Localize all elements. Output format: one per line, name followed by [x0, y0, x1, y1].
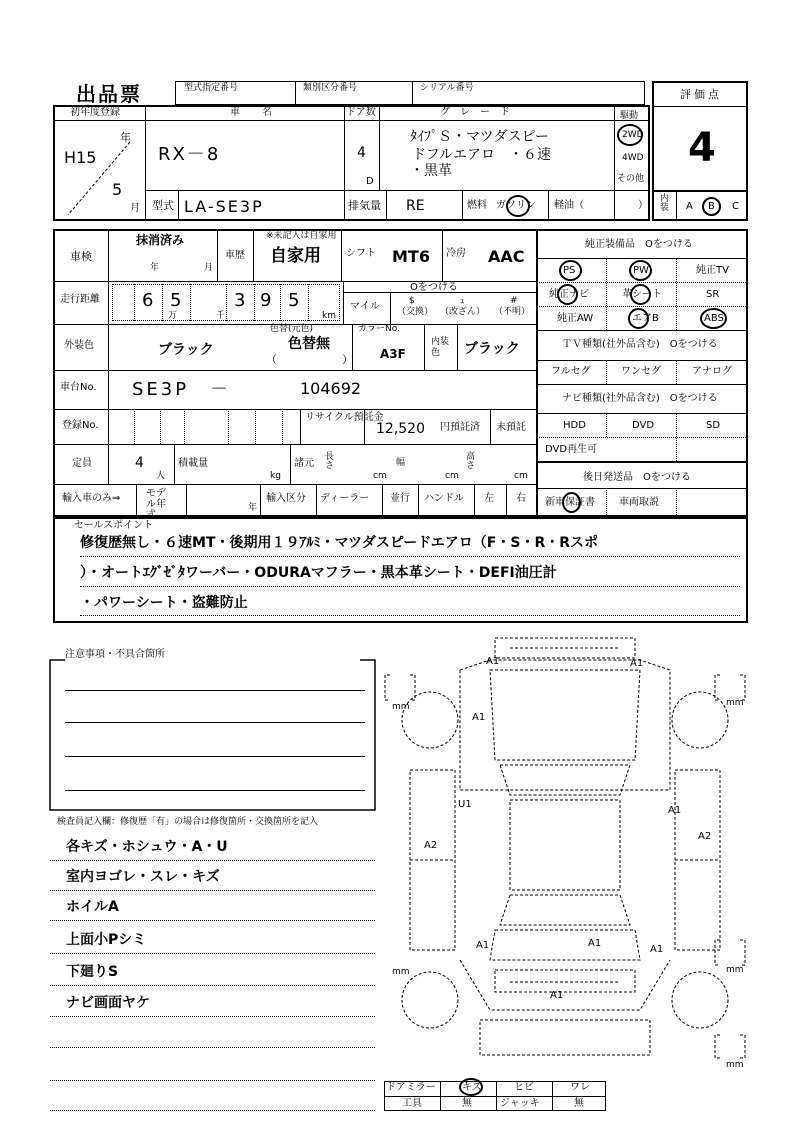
mile-label: マイル — [350, 301, 380, 312]
equip-pw: PW — [633, 265, 649, 276]
grade-line1: ﾀｲﾌﾟＳ・マツダスピー — [410, 129, 549, 145]
first-reg-month-suffix: 月 — [130, 203, 140, 214]
equip-leather-circle — [630, 284, 651, 305]
equip-sr: SR — [706, 289, 720, 300]
note-line-4: 上面小Pシミ — [66, 932, 147, 948]
doors-label: ドア数 — [346, 107, 376, 118]
interior-b-circle — [702, 197, 721, 216]
exchange-label: （交換） — [397, 307, 434, 317]
mm-front-right: mm — [726, 698, 744, 708]
fuel-gas-circle — [506, 195, 530, 217]
dealer-label: ディーラー — [320, 493, 370, 504]
equip-tv: 純正TV — [696, 265, 729, 276]
mileage-digit-2: 5 — [170, 290, 182, 311]
note-line-1: 各キズ・ホシュウ・A・U — [66, 839, 228, 855]
history-value: 自家用 — [270, 246, 321, 266]
later-manual: 車両取説 — [619, 497, 659, 508]
doors-value: 4 — [357, 145, 366, 161]
mileage-digit-3: 3 — [234, 290, 246, 311]
altered-symbol: ｪ — [460, 296, 465, 306]
diagram-mark-rear-bumper: A1 — [550, 990, 564, 1001]
recycle-unpaid: 未預託 — [496, 422, 526, 433]
note-line-5: 下廻りS — [66, 964, 119, 980]
tool-value: 無 — [462, 1098, 472, 1109]
equipment-title: 純正装備品 Oをつける — [585, 239, 693, 250]
shift-label: シフト — [346, 248, 376, 259]
displacement-label: 排気量 — [348, 199, 381, 212]
jack-value: 無 — [574, 1098, 584, 1109]
page-title: 出品票 — [76, 82, 142, 106]
diagram-mark-right-door: A1 — [668, 805, 682, 816]
note-line-6: ナビ画面ヤケ — [66, 995, 150, 1011]
score-value: 4 — [688, 125, 716, 171]
handle-label: ハンドル — [424, 493, 464, 504]
ext-color-value: ブラック — [158, 342, 214, 358]
later-warranty: 新車保証書 — [545, 497, 595, 508]
jack-label: ジャッキ — [500, 1098, 540, 1109]
displacement-value: RE — [406, 198, 425, 214]
recycle-label: リサイクル預託金 — [305, 412, 384, 423]
date-slash — [60, 140, 140, 220]
grade-line3: ・黒革 — [410, 163, 452, 179]
first-reg-month: 5 — [112, 180, 123, 199]
category-label: 類別区分番号 — [303, 83, 358, 93]
equip-aw: 純正AW — [557, 313, 594, 324]
ac-label: 冷房 — [446, 248, 466, 259]
ext-color-label: 外装色 — [64, 340, 94, 351]
interior-b: B — [708, 201, 715, 212]
height-cm: cm — [514, 471, 528, 481]
fuel-diesel: 軽油（ — [554, 200, 584, 211]
history-label: 車歴 — [225, 250, 245, 261]
equip-navi: 純正ナビ — [549, 289, 589, 300]
diagram-mark-front-right: A1 — [630, 658, 644, 669]
capacity-label: 定員 — [72, 458, 92, 469]
model-year-label: モデル年式 — [146, 488, 166, 521]
tool-label: 工具 — [402, 1098, 422, 1109]
model-year-unit: 年 — [248, 503, 258, 513]
equip-navi-circle — [557, 284, 578, 305]
recycle-value: 12,520 — [376, 421, 425, 437]
capacity-unit: 人 — [156, 471, 166, 481]
mirror-label: ドアミラー — [386, 1082, 436, 1093]
chassis-label: 車台No. — [60, 382, 97, 393]
diagram-mark-right-side: A2 — [698, 831, 712, 842]
model-value: LA-SE3P — [184, 197, 264, 216]
equip-leather: 革シート — [622, 289, 662, 300]
equip-airbag: エアB — [632, 313, 659, 324]
car-name-label: 車 名 — [230, 107, 278, 118]
model-label: 型式 — [152, 199, 174, 212]
nav-title: ナビ種類(社外品含む) Oをつける — [562, 393, 718, 404]
import-only-label: 輸入車のみ⇒ — [62, 493, 121, 504]
capacity-value: 4 — [135, 455, 144, 471]
mirror-crack: ヒビ — [514, 1082, 534, 1093]
drive-4wd: 4WD — [622, 153, 644, 163]
diagram-mark-trunk: A1 — [588, 938, 602, 949]
mileage-digit-4: 9 — [260, 290, 272, 311]
shaken-month: 月 — [204, 263, 214, 273]
first-reg-year: H15 — [64, 148, 97, 167]
fuel-close: ） — [638, 200, 648, 211]
diagram-mark-rear-left: A1 — [476, 940, 490, 951]
shaken-value: 抹消済み — [136, 233, 185, 247]
sales-line-1: 修復歴無し・６速MT・後期用１９ｱﾙﾐ・マツダスピードエアロ（F・S・R・Rスポ — [80, 535, 599, 551]
chassis-prefix: SE3P － — [132, 379, 232, 400]
mirror-scratch: キズ — [462, 1082, 482, 1093]
nav-dvd: DVD — [632, 420, 655, 431]
mileage-label: 走行距離 — [60, 294, 100, 305]
repaint-paren-close: ） — [342, 353, 353, 366]
grade-line2: ドフルエアロ ・６速 — [412, 147, 552, 163]
hash-symbol: # — [510, 296, 518, 306]
parallel-label: 並行 — [390, 493, 410, 504]
handle-right: 右 — [516, 493, 526, 504]
int-color-value: ブラック — [464, 341, 520, 357]
reg-no-label: 登録No. — [62, 420, 99, 431]
tv-title: ＴＶ種類(社外品含む) Oをつける — [562, 339, 718, 350]
ac-value: AAC — [488, 247, 525, 266]
interior-a: A — [686, 201, 693, 212]
length-cm: cm — [373, 471, 387, 481]
sales-point-label: セールスポイント — [74, 520, 154, 531]
altered-label: （改ざん） — [440, 307, 486, 317]
tv-oneseg: ワンセグ — [621, 366, 661, 377]
car-name: RX－8 — [158, 144, 221, 165]
handle-left: 左 — [484, 493, 494, 504]
drive-other: その他 — [617, 174, 645, 184]
mileage-digit-1: 6 — [142, 290, 154, 311]
man-label: 万 — [168, 311, 178, 321]
first-reg-label: 初年度登録 — [70, 107, 120, 118]
repaint-paren-open: （ — [266, 353, 277, 366]
tv-fullseg: フルセグ — [551, 366, 591, 377]
km-label: km — [322, 311, 336, 321]
tv-analog: アナログ — [692, 366, 732, 377]
fuel-gas: ガソリン — [496, 200, 536, 211]
equip-pw-circle — [629, 260, 652, 281]
mm-front-left: mm — [392, 702, 410, 712]
nav-dvd-play: DVD再生可 — [545, 444, 598, 455]
load-label: 積載量 — [178, 458, 208, 469]
diagram-mark-roof: U1 — [458, 799, 472, 810]
o-wo-tsukeru: Oをつける — [410, 282, 458, 293]
nav-sd: SD — [706, 420, 721, 431]
repaint-value: 色替無 — [288, 336, 330, 352]
mm-rear-left: mm — [392, 967, 410, 977]
doors-suffix: D — [366, 176, 374, 187]
equip-abs-circle — [700, 308, 727, 329]
fuel-label: 燃料 — [467, 200, 487, 211]
sales-line-3: ・パワーシート・盗難防止 — [80, 595, 248, 611]
notes-label: 注意事項・不具合箇所 — [65, 649, 165, 660]
equip-ps-circle — [559, 260, 582, 281]
interior-c: C — [732, 201, 739, 212]
color-no-value: A3F — [380, 347, 406, 361]
note-line-3: ホイルA — [66, 899, 119, 915]
equip-abs: ABS — [704, 313, 724, 324]
drive-label: 駆動 — [620, 111, 639, 121]
mileage-digit-5: 5 — [288, 290, 300, 311]
int-color-label: 内装色 — [431, 337, 450, 358]
serial-label: シリアル番号 — [420, 83, 474, 93]
mirror-scratch-circle — [459, 1078, 483, 1096]
note-line-2: 室内ヨゴレ・スレ・キズ — [66, 869, 220, 885]
width-label: 幅 — [396, 458, 406, 468]
dollar-symbol: $ — [409, 296, 415, 306]
diagram-mark-left-side: A2 — [424, 840, 438, 851]
dim-label: 諸元 — [294, 458, 314, 469]
score-label: 評価点 — [680, 88, 722, 101]
first-reg-year-suffix: 年 — [120, 131, 131, 144]
diagram-mark-hood: A1 — [472, 712, 486, 723]
header-codes-row — [175, 81, 645, 105]
recycle-unit: 円預託済 — [440, 422, 480, 433]
shift-value: MT6 — [392, 247, 430, 266]
drive-2wd: 2WD — [622, 130, 644, 140]
import-type-label: 輸入区分 — [266, 493, 306, 504]
repaint-label: 色替(元色) — [270, 324, 314, 334]
history-note: ※未記入は自家用 — [266, 231, 337, 241]
shaken-label: 車検 — [70, 250, 92, 263]
equip-ps: PS — [563, 265, 576, 276]
height-label: 高さ — [466, 452, 476, 471]
later-warranty-circle — [562, 492, 581, 513]
notes-bracket — [45, 655, 380, 815]
shaken-year: 年 — [150, 263, 160, 273]
grade-label: グ レ ー ド — [440, 107, 510, 118]
chassis-number: 104692 — [300, 379, 362, 398]
inspector-label: 検査員記入欄：修復歴「有」の場合は修復箇所・交換箇所を記入 — [57, 817, 319, 827]
nav-hdd: HDD — [563, 420, 586, 431]
sales-line-2: ）・オートｴｸﾞｾﾞﾀワーバー・ODURAマフラー・黒本革シート・DEFI油圧計 — [80, 565, 557, 581]
mm-spare: mm — [726, 1060, 744, 1070]
diagram-mark-rear-right: A1 — [650, 944, 664, 955]
sen-label: 千 — [216, 311, 226, 321]
model-cert-label: 型式指定番号 — [184, 83, 239, 93]
length-label: 長さ — [325, 452, 335, 471]
car-damage-diagram — [380, 630, 780, 1080]
load-kg: kg — [270, 471, 281, 481]
interior-label: 内装 — [660, 194, 670, 213]
mm-rear-right: mm — [726, 965, 744, 975]
drive-2wd-circle — [617, 124, 643, 146]
mirror-break: ワレ — [570, 1082, 590, 1093]
width-cm: cm — [445, 471, 459, 481]
later-title: 後日発送品 Oをつける — [583, 472, 691, 483]
color-no-label: カラーNo. — [358, 324, 400, 334]
diagram-mark-front-left: A1 — [486, 656, 500, 667]
unknown-label: （不明） — [494, 307, 531, 317]
equip-airbag-circle — [628, 308, 649, 329]
